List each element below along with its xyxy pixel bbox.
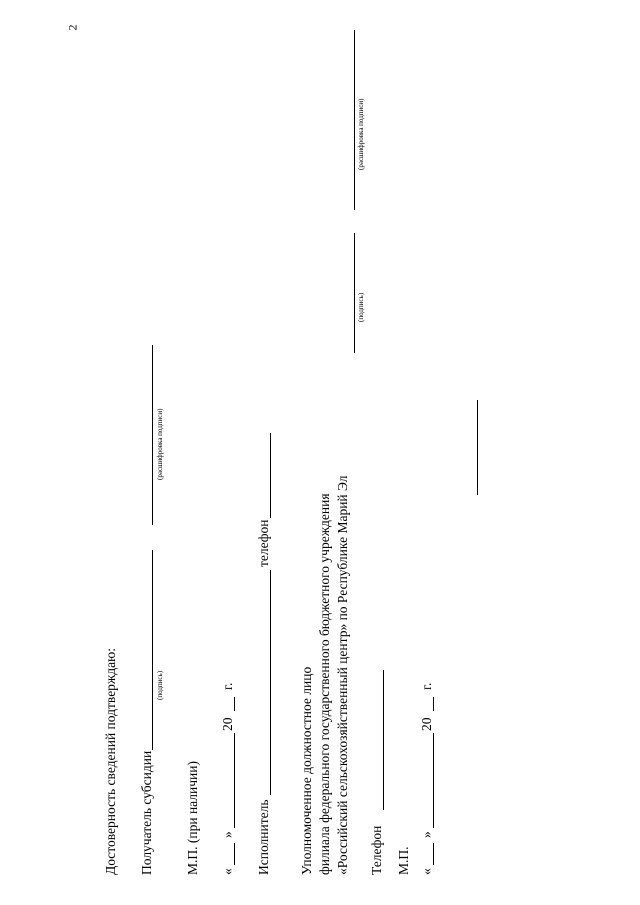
date-month-line-1 (234, 733, 235, 828)
official-decoding-caption: (расшифровка подписи) (357, 98, 365, 170)
date-month-line-2 (433, 733, 434, 828)
page-number: 2 (65, 24, 80, 31)
recipient-decoding-caption: (расшифровка подписи) (156, 408, 164, 480)
recipient-decoding-line (152, 345, 153, 525)
date-year-suffix-2: г. (419, 682, 434, 690)
date-year-line-2 (433, 697, 434, 711)
recipient-signature-caption: (подпись) (156, 670, 164, 700)
recipient-label: Получатель субсидии (139, 750, 154, 875)
executor-line (270, 570, 271, 795)
date-year-prefix-2: 20 (419, 717, 434, 731)
official-decoding-line (354, 30, 355, 210)
stamp-label-2: М.П. (396, 846, 411, 875)
official-signature-line (354, 233, 355, 353)
date-day-line-1 (234, 843, 235, 865)
official-line-3: «Российский сельскохозяйственный центр» по Республике Марий Эл (335, 475, 350, 875)
stamp-label-1: М.П. (при наличии) (185, 761, 200, 875)
official-line-2: филиала федерального государственного бюджетного учреждения (317, 493, 332, 875)
official-line-1: Уполномоченное должностное лицо (299, 666, 314, 875)
date-year-prefix-1: 20 (220, 717, 235, 731)
phone-label-2: Телефон (369, 825, 384, 875)
executor-label: Исполнитель (256, 799, 271, 875)
date-day-line-2 (433, 843, 434, 865)
recipient-signature-line (152, 550, 153, 750)
date-open-quote-2: « (419, 868, 434, 875)
phone-line-2 (383, 670, 384, 810)
official-signature-caption: (подпись) (357, 292, 365, 322)
phone-label-1: телефон (256, 519, 271, 567)
date-close-quote-2: » (419, 831, 434, 838)
date-year-suffix-1: г. (220, 682, 235, 690)
date-close-quote-1: » (220, 831, 235, 838)
heading-confirmation: Достоверность сведений подтверждаю: (103, 648, 118, 875)
phone-line-1 (270, 433, 271, 518)
blank-line (477, 400, 478, 495)
date-open-quote-1: « (220, 868, 235, 875)
date-year-line-1 (234, 697, 235, 711)
